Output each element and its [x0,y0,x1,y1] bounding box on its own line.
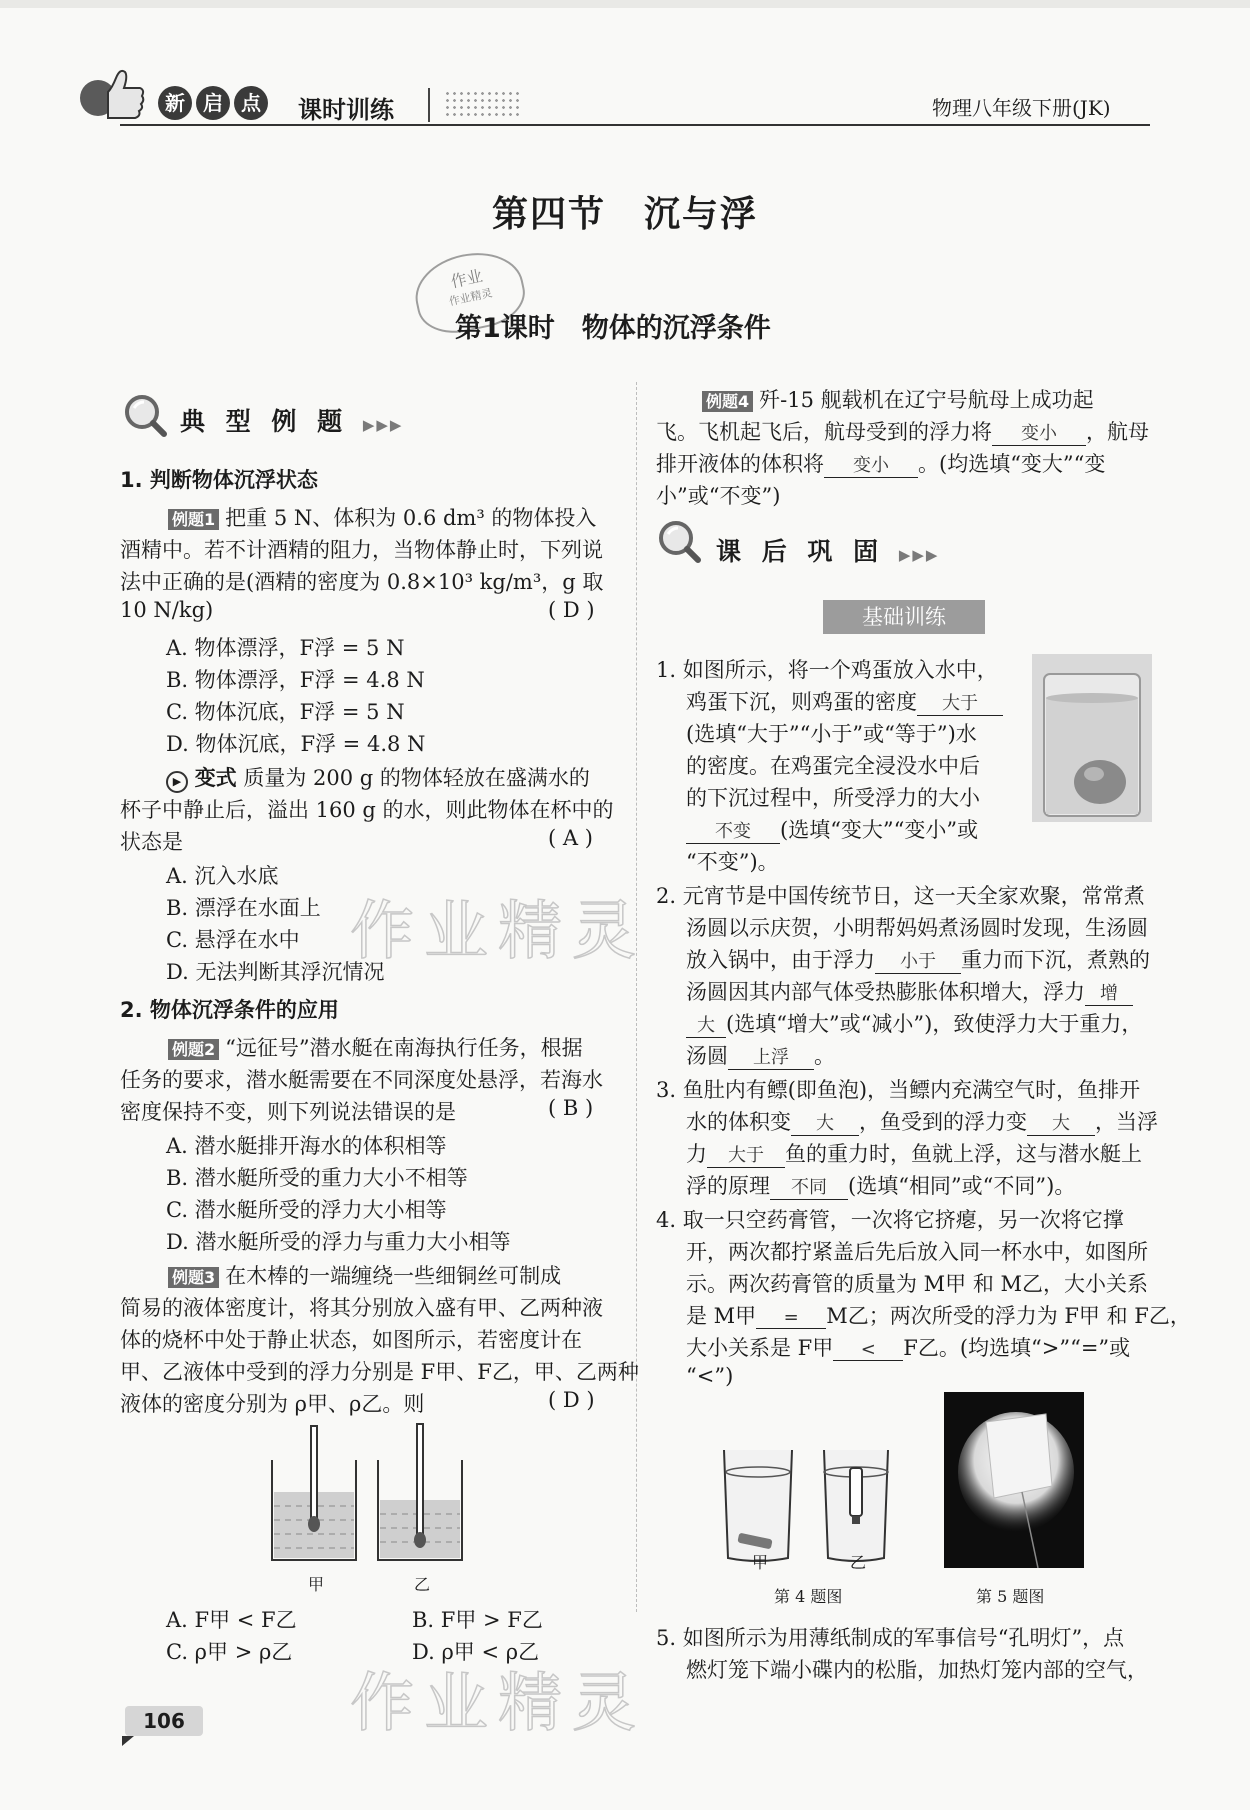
book-label: 物理八年级下册(JK) [932,96,1111,120]
stamp-text: 作业 [449,266,485,292]
heading-text: 课 后 巩 固 [716,537,885,566]
arrows-icon: ▶▶▶ [898,546,940,564]
text: 水的体积变 [686,1110,791,1134]
brand-badge: 点 [234,86,268,120]
text: 鸡蛋下沉，则鸡蛋的密度 [686,690,917,714]
question-line: 液体的密度分别为 ρ甲、ρ乙。则 [120,1392,425,1416]
section-heading [716,532,939,568]
stamp-text: 作业精灵 [447,286,494,309]
answer-blank: 大 [791,1109,859,1136]
header-divider [428,88,430,122]
brand-badges [158,86,272,120]
sky-lantern-photo [944,1392,1084,1568]
question-line: 2. 元宵节是中国传统节日，这一天全家欢聚，常常煮 [656,884,1145,908]
option: C. 潜水艇所受的浮力大小相等 [166,1198,447,1222]
question-line: 法中正确的是(酒精的密度为 0.8×10³ kg/m³，g 取 [120,570,604,594]
subheading: 2. 物体沉浮条件的应用 [120,998,339,1022]
figure-caption: 第 4 题图 [774,1587,843,1606]
question-line [686,1040,835,1070]
thumbs-up-logo-icon [78,58,148,126]
top-band [0,0,1250,8]
text: 汤圆 [686,1044,728,1068]
option: C. 悬浮在水中 [166,928,300,952]
training-banner: 基础训练 [823,600,985,634]
question-line: 汤圆以示庆贺，小明帮妈妈煮汤圆时发现，生汤圆 [686,916,1148,940]
answer-blank: 大于 [917,689,1003,716]
question-line: 的密度。在鸡蛋完全浸没水中后 [686,754,980,778]
text: 重力而下沉，煮熟的 [961,948,1150,972]
option: D. 无法判断其浮沉情况 [166,960,385,984]
answer-blank: 大 [686,1011,726,1038]
question-line: 的下沉过程中，所受浮力的大小 [686,786,980,810]
example-tag: 例题2 [168,1039,219,1060]
example-tag: 例题3 [168,1267,219,1288]
answer-choice: ( B ) [548,1096,594,1120]
heading-text: 典 型 例 题 [180,407,349,436]
figure-label: 乙 [414,1575,431,1594]
text: 。 [814,1044,835,1068]
option: B. F甲 > F乙 [412,1608,543,1632]
answer-blank: 不同 [770,1173,848,1200]
brand-badge: 启 [196,86,230,120]
answer-blank: 大 [1027,1109,1095,1136]
page-number: 106 [125,1706,203,1736]
question-line [656,448,1105,478]
text: 质量为 200 g 的物体轻放在盛满水的 [243,766,590,790]
question-line: “<”) [686,1364,734,1388]
text: 把重 5 N、体积为 0.6 dm³ 的物体投入 [225,506,597,530]
question-line: 酒精中。若不计酒精的阻力，当物体静止时，下列说 [120,538,603,562]
option: B. 漂浮在水面上 [166,896,321,920]
option: D. 物体沉底，F浮 = 4.8 N [166,732,426,756]
question-line: 4. 取一只空药膏管，一次将它挤瘪，另一次将它撑 [656,1208,1124,1232]
question-line: 甲、乙液体中受到的浮力分别是 F甲、F乙，甲、乙两种 [120,1360,639,1384]
question-line: 密度保持不变，则下列说法错误的是 [120,1100,456,1124]
answer-blank: 增 [1085,979,1133,1006]
option: C. ρ甲 > ρ乙 [166,1640,293,1664]
question-line [168,502,596,532]
question-line [686,944,1150,974]
figure-label: 甲 [308,1575,325,1594]
text: 汤圆因其内部气体受热膨胀体积增大，浮力 [686,980,1085,1004]
question-line [686,1138,1142,1168]
answer-blank: 上浮 [728,1043,814,1070]
column-separator [636,382,637,1612]
play-icon: ▶ [166,771,188,793]
hydrometer-figure [266,1420,486,1594]
text: (选填“增大”或“减小”)，致使浮力大于重力， [726,1012,1143,1036]
question-line: 简易的液体密度计，将其分别放入盛有甲、乙两种液 [120,1296,603,1320]
header-rule [120,124,1150,126]
question-line: 小”或“不变”) [656,484,781,508]
figure-label: 乙 [850,1553,867,1572]
option: D. ρ甲 < ρ乙 [412,1640,540,1664]
text: 。(均选填“变大”“变 [918,452,1106,476]
text: ，鱼受到的浮力变 [859,1110,1027,1134]
variant-label: 变式 [194,766,237,790]
text: 排开液体的体积将 [656,452,824,476]
question-line [686,1106,1158,1136]
egg-in-water-photo [1032,654,1152,822]
question-line: 状态是 [120,830,183,854]
lesson-title: 第1课时 物体的沉浮条件 [455,313,771,344]
option: C. 物体沉底，F浮 = 5 N [166,700,405,724]
text: 歼-15 舰载机在辽宁号航母上成功起 [759,388,1094,412]
text: “远征号”潜水艇在南海执行任务，根据 [225,1036,583,1060]
question-line: 3. 鱼肚内有鳔(即鱼泡)，当鳔内充满空气时，鱼排开 [656,1078,1141,1102]
option: B. 物体漂浮，F浮 = 4.8 N [166,668,425,692]
question-line: “不变”)。 [686,850,779,874]
text: ，当浮 [1095,1110,1158,1134]
question-line [686,1170,1075,1200]
question-line: 燃灯笼下端小碟内的松脂，加热灯笼内部的空气， [686,1658,1148,1682]
question-line: 体的烧杯中处于静止状态，如图所示，若密度计在 [120,1328,582,1352]
arrows-icon: ▶▶▶ [362,416,404,434]
watermark: 作业精灵 [350,895,646,969]
text: 飞。飞机起飞后，航母受到的浮力将 [656,420,992,444]
option: D. 潜水艇所受的浮力与重力大小相等 [166,1230,511,1254]
text: M乙；两次所受的浮力为 F甲 和 F乙， [826,1304,1191,1328]
tube-figure [720,1446,900,1576]
question-line [656,416,1149,446]
question-line: 10 N/kg) [120,598,214,622]
answer-blank: 不变 [686,817,780,844]
question-line [702,384,1094,414]
text: 放入锅中，由于浮力 [686,948,875,972]
text: (选填“相同”或“不同”)。 [848,1174,1076,1198]
answer-choice: ( A ) [548,826,593,850]
question-line [168,1260,561,1290]
question-line: 开，两次都拧紧盖后先后放入同一杯水中，如图所 [686,1240,1148,1264]
question-line [686,1300,1191,1330]
dot-pattern [444,90,520,120]
answer-blank: 小于 [875,947,961,974]
subheading: 1. 判断物体沉浮状态 [120,468,318,492]
text: (选填“变大”“变小”或 [780,818,979,842]
text: 大小关系是 F甲 [686,1336,834,1360]
magnifier-icon [656,518,702,569]
text: 浮的原理 [686,1174,770,1198]
example-tag: 例题4 [702,391,753,412]
corner-mark [122,1736,134,1746]
figure-caption: 第 5 题图 [976,1587,1045,1606]
text: 鱼的重力时，鱼就上浮，这与潜水艇上 [785,1142,1142,1166]
question-line [168,1032,583,1062]
option: A. 潜水艇排开海水的体积相等 [166,1134,447,1158]
option: A. 物体漂浮，F浮 = 5 N [166,636,405,660]
example-tag: 例题1 [168,509,219,530]
question-line: 示。两次药膏管的质量为 M甲 和 M乙，大小关系 [686,1272,1149,1296]
text: 力 [686,1142,707,1166]
answer-blank: 变小 [992,419,1086,446]
question-line [686,1008,1142,1038]
answer-choice: ( D ) [548,598,595,622]
answer-blank: = [756,1307,826,1329]
text: F乙。(均选填“>”“=”或 [903,1336,1131,1360]
answer-blank: < [833,1339,903,1361]
header-title: 课时训练 [298,96,394,124]
question-line [166,762,590,793]
question-line [686,976,1133,1006]
watermark: 作业精灵 [350,1667,646,1741]
answer-choice: ( D ) [548,1388,595,1412]
section-heading [180,402,403,438]
question-line: 杯子中静止后，溢出 160 g 的水，则此物体在杯中的 [120,798,614,822]
question-line: 1. 如图所示，将一个鸡蛋放入水中， [656,658,998,682]
answer-blank: 大于 [707,1141,785,1168]
text: ，航母 [1086,420,1149,444]
question-line: 任务的要求，潜水艇需要在不同深度处悬浮，若海水 [120,1068,603,1092]
answer-blank: 变小 [824,451,918,478]
question-line [686,686,1003,716]
option: A. 沉入水底 [166,864,279,888]
option: A. F甲 < F乙 [166,1608,297,1632]
text: 是 M甲 [686,1304,757,1328]
magnifier-icon [122,392,168,443]
figure-label: 甲 [752,1553,769,1572]
question-line: 5. 如图所示为用薄纸制成的军事信号“孔明灯”，点 [656,1626,1125,1650]
question-line [686,814,978,844]
question-line: (选填“大于”“小于”或“等于”)水 [686,722,977,746]
section-title: 第四节 沉与浮 [491,193,758,235]
question-line [686,1332,1130,1362]
option: B. 潜水艇所受的重力大小不相等 [166,1166,468,1190]
text: 在木棒的一端缠绕一些细铜丝可制成 [225,1264,562,1288]
brand-badge: 新 [158,86,192,120]
